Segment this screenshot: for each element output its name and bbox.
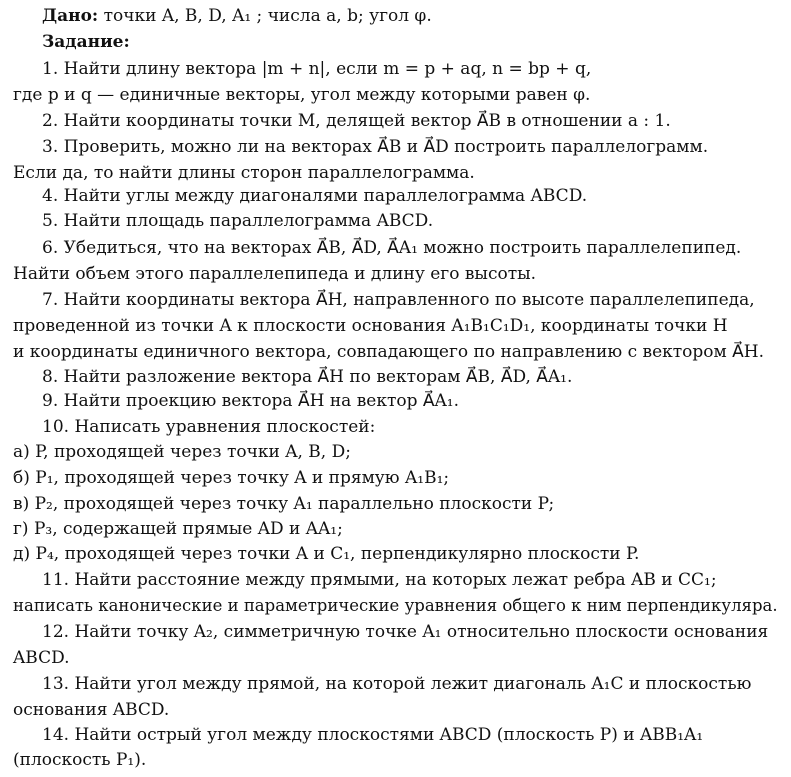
task-line: 11. Найти расстояние между прямыми, на которых лежат ребра AB и CC₁; xyxy=(42,570,717,590)
task-line: в) P₂, проходящей через точку A₁ параллельно плоскости P; xyxy=(13,494,555,514)
task-line: 9. Найти проекцию вектора A⃗H на вектор A⃗A₁. xyxy=(42,391,460,411)
task-line: г) P₃, содержащей прямые AD и AA₁; xyxy=(13,519,343,539)
given-label: Дано: xyxy=(42,6,99,26)
task-line: 3. Проверить, можно ли на векторах A⃗B и A⃗D построить параллелограмм. xyxy=(42,137,709,157)
task-line: 12. Найти точку A₂, симметричную точке A₁ относительно плоскости основания xyxy=(42,622,769,642)
task-line: 13. Найти угол между прямой, на которой лежит диагональ A₁C и плоскостью xyxy=(42,674,752,694)
task-line: а) P, проходящей через точки A, B, D; xyxy=(13,442,351,462)
task-line: 10. Написать уравнения плоскостей: xyxy=(42,417,376,437)
task-line: б) P₁, проходящей через точку A и прямую A₁B₁; xyxy=(13,468,450,488)
task-line: 4. Найти углы между диагоналями параллелограмма ABCD. xyxy=(42,186,588,206)
task-line: 8. Найти разложение вектора A⃗H по векторам A⃗B, A⃗D, A⃗A₁. xyxy=(42,367,573,387)
task-line: (плоскость P₁). xyxy=(13,750,147,770)
task-line: 14. Найти острый угол между плоскостями ABCD (плоскость P) и ABB₁A₁ xyxy=(42,725,704,745)
task-line: 5. Найти площадь параллелограмма ABCD. xyxy=(42,211,434,231)
task-line: д) P₄, проходящей через точки A и C₁, перпендикулярно плоскости P. xyxy=(13,544,640,564)
task-line: и координаты единичного вектора, совпадающего по направлению с вектором A⃗H. xyxy=(13,342,765,362)
task-line: 1. Найти длину вектора |m + n|, если m = p + aq, n = bp + q, xyxy=(42,59,592,79)
task-heading xyxy=(42,29,130,55)
task-line: 2. Найти координаты точки M, делящей вектор A⃗B в отношении a : 1. xyxy=(42,111,671,131)
task-line: Найти объем этого параллелепипеда и длину его высоты. xyxy=(13,264,537,284)
task-line: Если да, то найти длины сторон параллелограмма. xyxy=(13,163,475,183)
task-line: ABCD. xyxy=(13,648,70,668)
task-label: Задание: xyxy=(42,32,130,52)
task-line: где p и q — единичные векторы, угол между которыми равен φ. xyxy=(13,85,591,105)
task-line: 7. Найти координаты вектора A⃗H, направленного по высоте параллелепипеда, xyxy=(42,290,755,310)
task-line: 6. Убедиться, что на векторах A⃗B, A⃗D, A⃗A₁ можно построить параллелепипед. xyxy=(42,238,742,258)
given-text: точки A, B, D, A₁ ; числа a, b; угол φ. xyxy=(103,6,432,26)
task-line: основания ABCD. xyxy=(13,700,170,720)
given-line xyxy=(42,3,432,29)
task-line: проведенной из точки A к плоскости основания A₁B₁C₁D₁, координаты точки H xyxy=(13,316,728,336)
task-line: написать канонические и параметрические уравнения общего к ним перпендикуляра. xyxy=(13,596,778,615)
